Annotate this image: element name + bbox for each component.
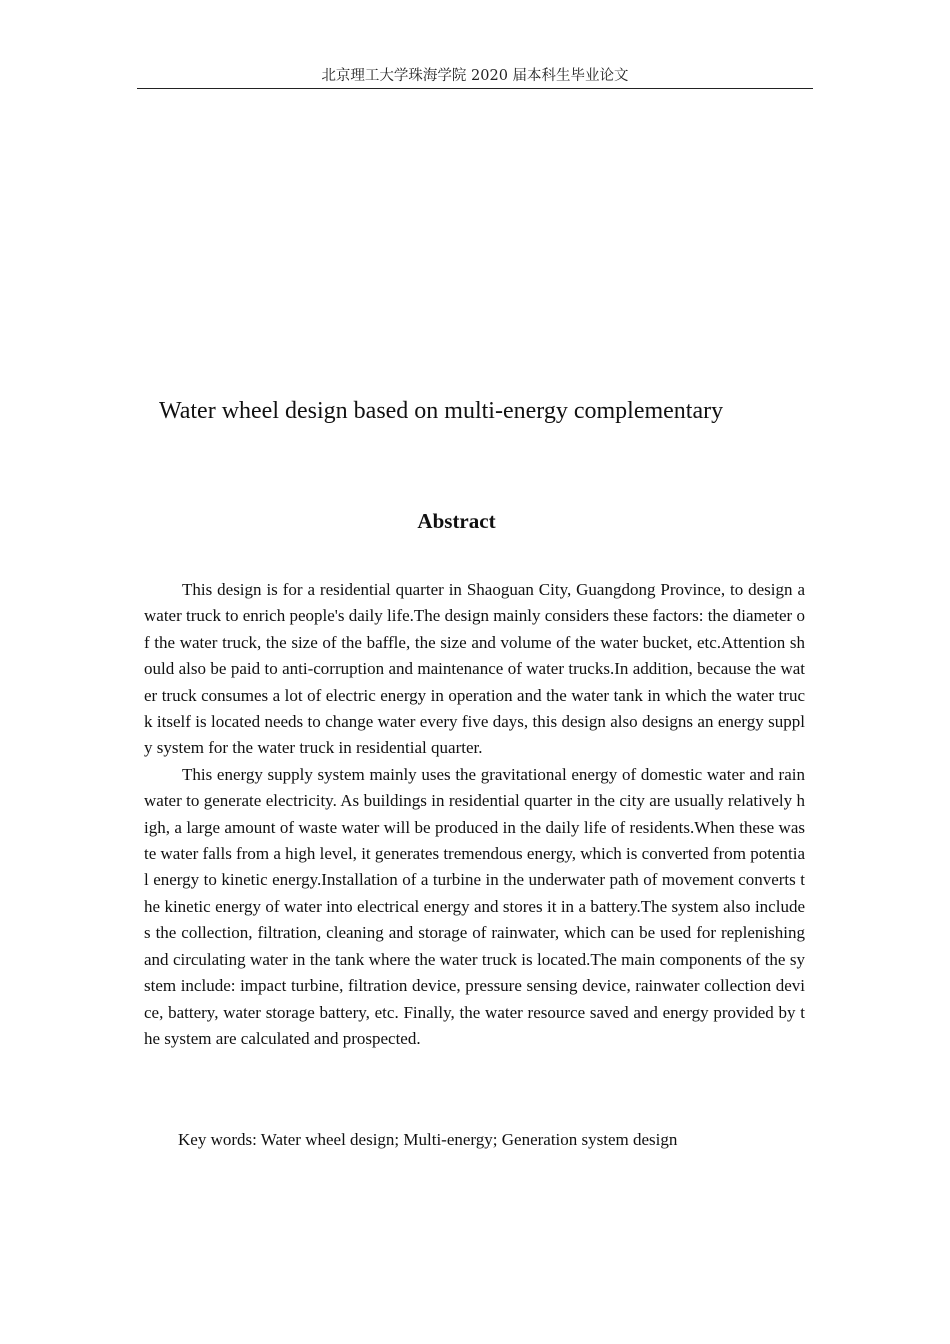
keywords-line: Key words: Water wheel design; Multi-energy; Generation system design [178,1130,678,1149]
abstract-body [144,577,805,1052]
page-header [137,66,813,89]
thesis-title: Water wheel design based on multi-energy complementary [159,398,724,424]
header-text: 北京理工大学珠海学院 2020 届本科生毕业论文 [321,68,629,84]
abstract-paragraph-2: This energy supply system mainly uses the gravitational energy of domestic water and rainwater to generate electricity. As buildings in residential quarter in the city are usually relatively high, a large amount of waste water will be produced in the daily life of residents.When these waste water falls from a high level, it generates tremendous energy, which is converted from potential energy to kinetic energy.Installation of a turbine in the underwater path of movement converts the kinetic energy of water into electrical energy and stores it in a battery.The system also includes the collection, filtration, cleaning and storage of rainwater, which can be used for replenishing and circulating water in the tank where the water truck is located.The main components of the system include: impact turbine, filtration device, pressure sensing device, rainwater collection device, battery, water storage battery, etc. Finally, the water resource saved and energy provided by the system are calculated and prospected. [144,764,805,1048]
abstract-paragraph-1: This design is for a residential quarter in Shaoguan City, Guangdong Province, to design a water truck to enrich people's daily life.The design mainly considers these factors: the diameter of the water truck, the size of the baffle, the size and volume of the water bucket, etc.Attention should also be paid to anti-corruption and maintenance of water trucks.In addition, because the water truck consumes a lot of electric energy in operation and the water tank in which the water truck itself is located needs to change water every five days, this design also designs an energy supply system for the water truck in residential quarter. [144,580,805,758]
abstract-heading: Abstract [417,509,496,533]
